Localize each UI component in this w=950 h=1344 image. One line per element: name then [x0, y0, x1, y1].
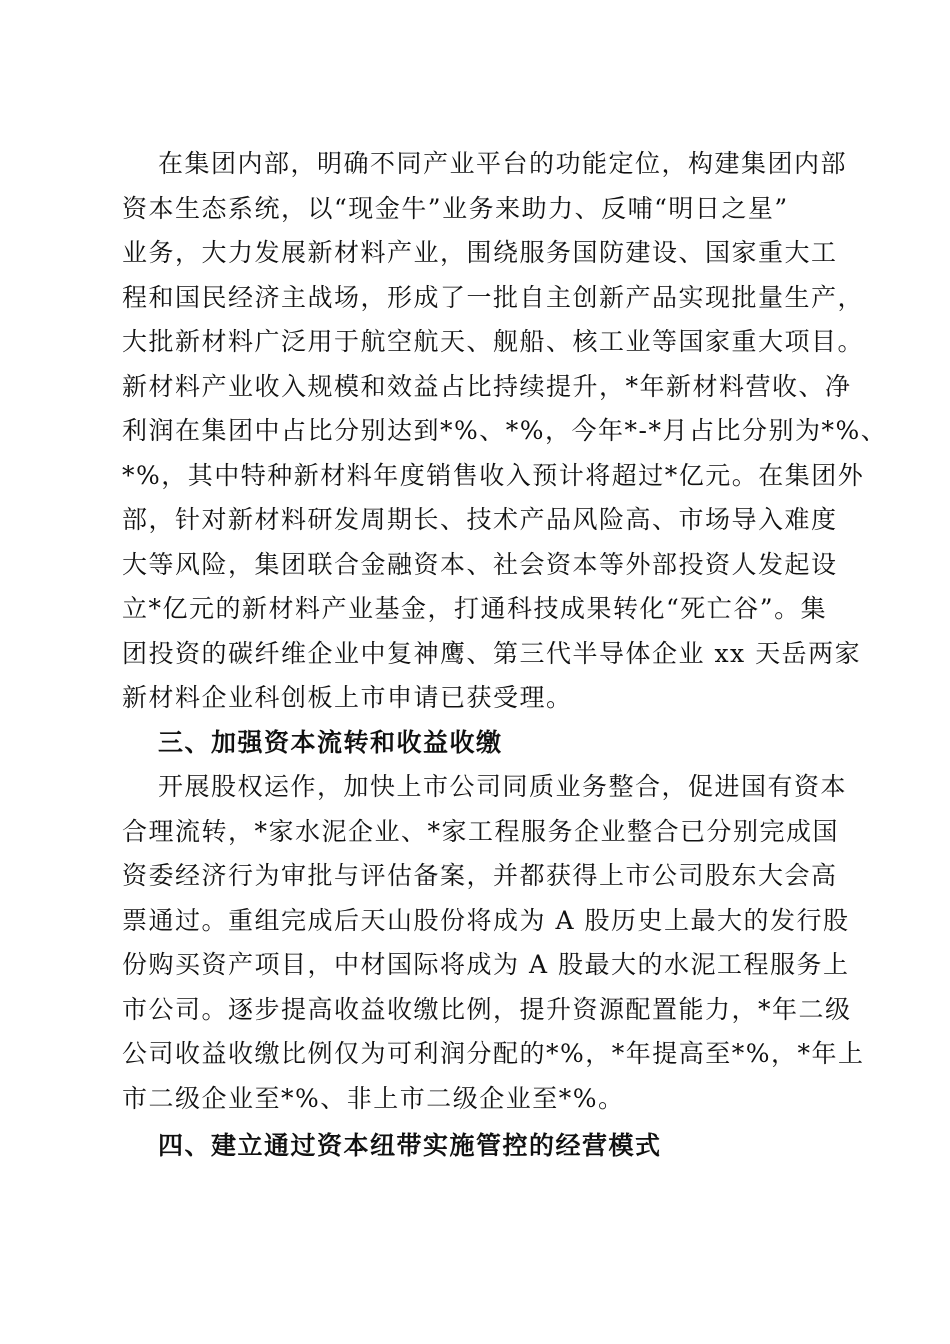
paragraph-line: 团投资的碳纤维企业中复神鹰、第三代半导体企业 xx 天岳两家 [122, 639, 862, 668]
paragraph-line: 在集团内部，明确不同产业平台的功能定位，构建集团内部 [158, 149, 848, 178]
paragraph-line: 新材料企业科创板上市申请已获受理。 [122, 683, 573, 712]
paragraph-line: 利润在集团中占比分别达到*%、*%，今年*-*月占比分别为*%、 [122, 416, 888, 445]
paragraph-line: 立*亿元的新材料产业基金，打通科技成果转化“死亡谷”。集 [122, 594, 828, 623]
paragraph-line: 市二级企业至*%、非上市二级企业至*%。 [122, 1084, 625, 1113]
paragraph-line: 市公司。逐步提高收益收缴比例，提升资源配置能力，*年二级 [122, 995, 852, 1024]
paragraph-line: 大等风险，集团联合金融资本、社会资本等外部投资人发起设 [122, 550, 838, 579]
paragraph-line: 部，针对新材料研发周期长、技术产品风险高、市场导入难度 [122, 505, 838, 534]
paragraph-line: 资本生态系统，以“现金牛”业务来助力、反哺“明日之星” [122, 194, 789, 223]
paragraph-line: 程和国民经济主战场，形成了一批自主创新产品实现批量生产， [122, 283, 865, 312]
paragraph-line: 新材料产业收入规模和效益占比持续提升，*年新材料营收、净 [122, 372, 852, 401]
paragraph-line: 开展股权运作，加快上市公司同质业务整合，促进国有资本 [158, 772, 848, 801]
section-heading: 三、加强资本流转和收益收缴 [158, 728, 503, 757]
paragraph-line: 合理流转，*家水泥企业、*家工程服务企业整合已分别完成国 [122, 817, 840, 846]
paragraph-line: 业务，大力发展新材料产业，围绕服务国防建设、国家重大工 [122, 238, 838, 267]
paragraph-line: 公司收益收缴比例仅为可利润分配的*%，*年提高至*%，*年上 [122, 1039, 865, 1068]
section-heading: 四、建立通过资本纽带实施管控的经营模式 [158, 1131, 662, 1160]
paragraph-line: 份购买资产项目，中材国际将成为 A 股最大的水泥工程服务上 [122, 950, 850, 979]
paragraph-line: 资委经济行为审批与评估备案，并都获得上市公司股东大会高 [122, 861, 838, 890]
paragraph-line: 票通过。重组完成后天山股份将成为 A 股历史上最大的发行股 [122, 906, 850, 935]
paragraph-line: *%，其中特种新材料年度销售收入预计将超过*亿元。在集团外 [122, 461, 865, 490]
paragraph-line: 大批新材料广泛用于航空航天、舰船、核工业等国家重大项目。 [122, 327, 865, 356]
